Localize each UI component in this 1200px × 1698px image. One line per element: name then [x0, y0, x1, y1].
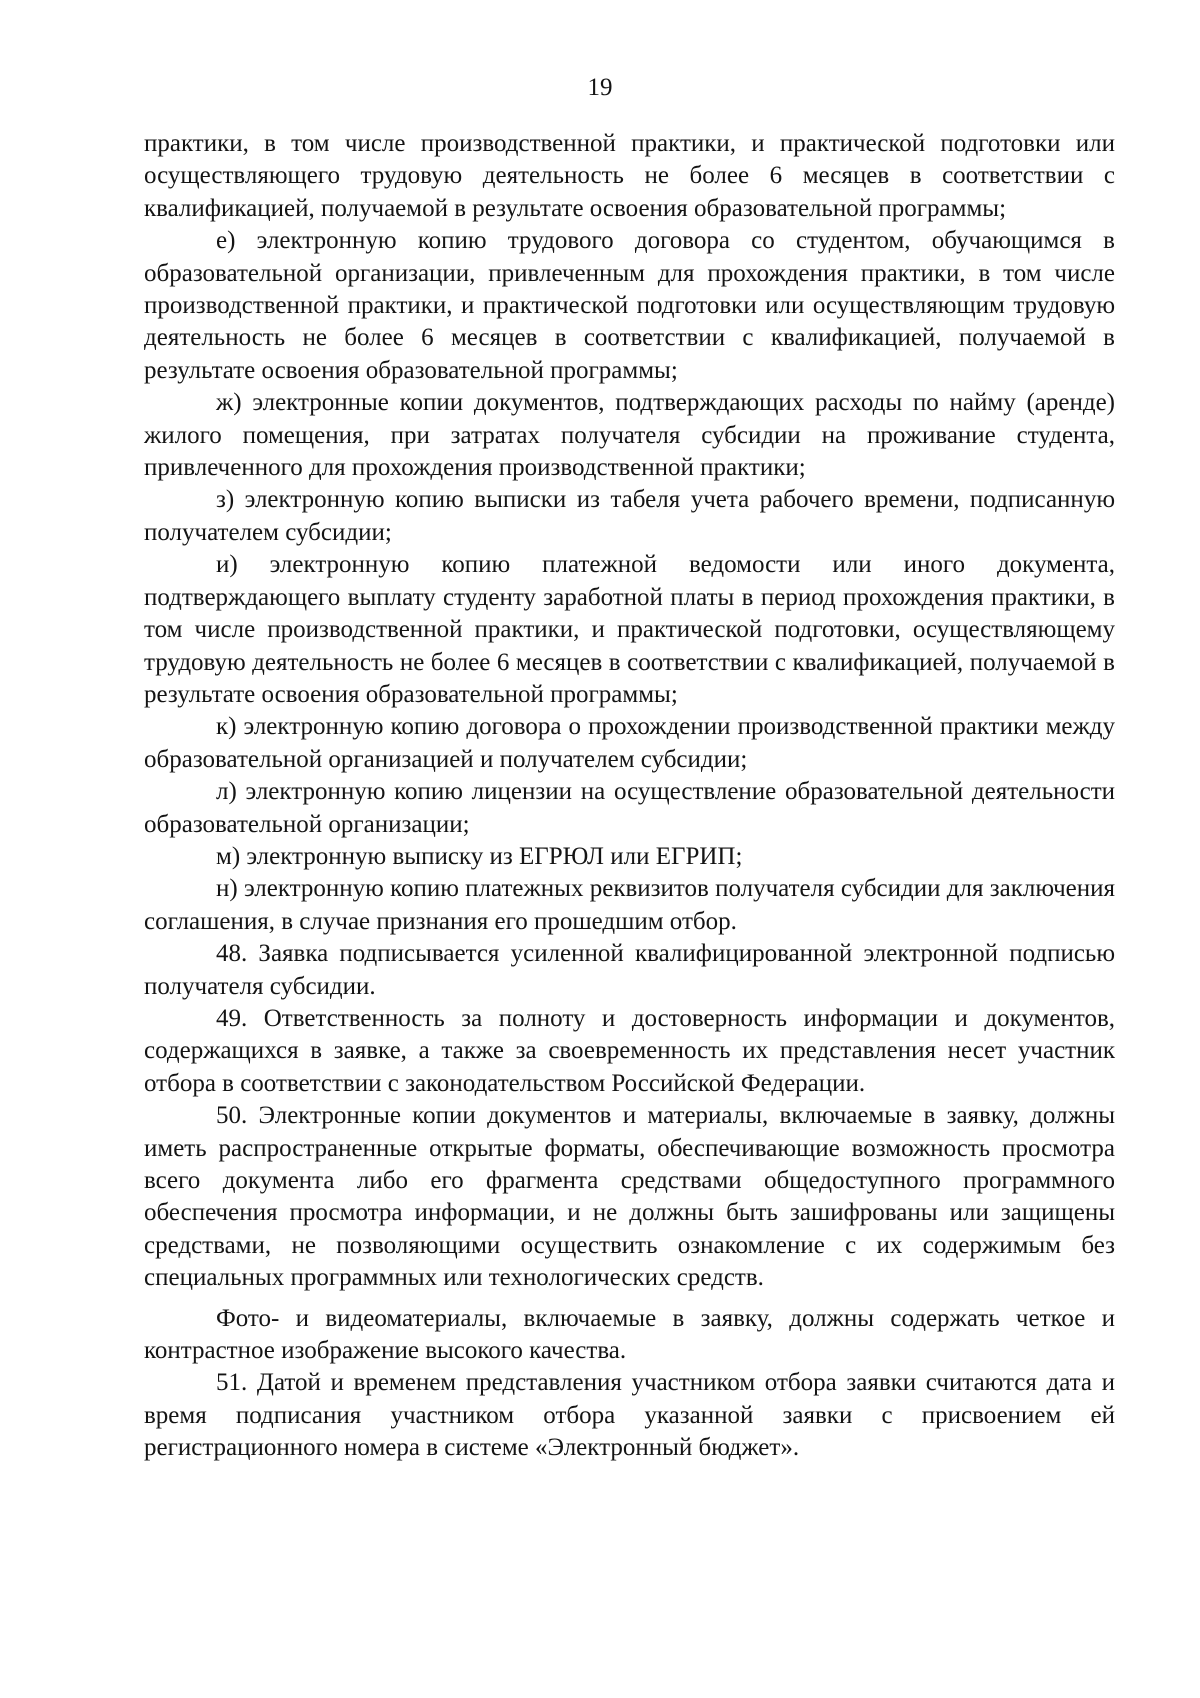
paragraph-item-z: з) электронную копию выписки из табеля учета рабочего времени, подписанную получателем субсидии;: [144, 486, 1115, 546]
document-body: [144, 128, 1115, 1465]
paragraph-item-m: м) электронную выписку из ЕГРЮЛ или ЕГРИП;: [216, 842, 743, 870]
paragraph-item-zh: ж) электронные копии документов, подтверждающих расходы по найму (аренде) жилого помещения, при затратах получателя субсидии на проживание студента, привлеченного для прохождения производственной практики;: [144, 389, 1115, 482]
paragraph-clause-50: 50. Электронные копии документов и материалы, включаемые в заявку, должны иметь распространенные открытые форматы, обеспечивающие возможность просмотра всего документа либо его фрагмента средствами общедоступного программного обеспечения просмотра информации, и не должны быть зашифрованы или защищены средствами, не позволяющими осуществить ознакомление с их содержимым без специальных программных или технологических средств.: [144, 1102, 1115, 1292]
paragraph-clause-49: 49. Ответственность за полноту и достоверность информации и документов, содержащихся в заявке, а также за своевременность их представления несет участник отбора в соответствии с законодательством Российской Федерации.: [144, 1004, 1115, 1097]
paragraph-item-n: н) электронную копию платежных реквизитов получателя субсидии для заключения соглашения, в случае признания его прошедшим отбор.: [144, 875, 1115, 935]
paragraph-item-i: и) электронную копию платежной ведомости или иного документа, подтверждающего выплату студенту заработной платы в период прохождения практики, в том числе производственной практики, и практической подготовки, осуществляющему трудовую деятельность не более 6 месяцев в соответствии с квалификацией, получаемой в результате освоения образовательной программы;: [144, 551, 1115, 708]
paragraph-clause-50-media: Фото- и видеоматериалы, включаемые в заявку, должны содержать четкое и контрастное изображение высокого качества.: [144, 1304, 1115, 1365]
paragraph-item-k: к) электронную копию договора о прохождении производственной практики между образовательной организацией и получателем субсидии;: [144, 713, 1115, 773]
paragraph-clause-51: 51. Датой и временем представления участником отбора заявки считаются дата и время подписания участником отбора указанной заявки с присвоением ей регистрационного номера в системе «Электронный бюджет».: [144, 1369, 1115, 1462]
paragraph-clause-48: 48. Заявка подписывается усиленной квалифицированной электронной подписью получателя субсидии.: [144, 940, 1115, 1000]
paragraph-item-e: е) электронную копию трудового договора со студентом, обучающимся в образовательной организации, привлеченным для прохождения практики, в том числе производственной практики, и практической подготовки или осуществляющим трудовую деятельность не более 6 месяцев в соответствии с квалификацией, получаемой в результате освоения образовательной программы;: [144, 227, 1115, 384]
page-number: 19: [587, 74, 613, 101]
paragraph-item-l: л) электронную копию лицензии на осуществление образовательной деятельности образовательной организации;: [144, 778, 1115, 838]
paragraph-continuation: практики, в том числе производственной практики, и практической подготовки или осуществляющего трудовую деятельность не более 6 месяцев в соответствии с квалификацией, получаемой в результате освоения образовательной программы;: [144, 130, 1115, 222]
